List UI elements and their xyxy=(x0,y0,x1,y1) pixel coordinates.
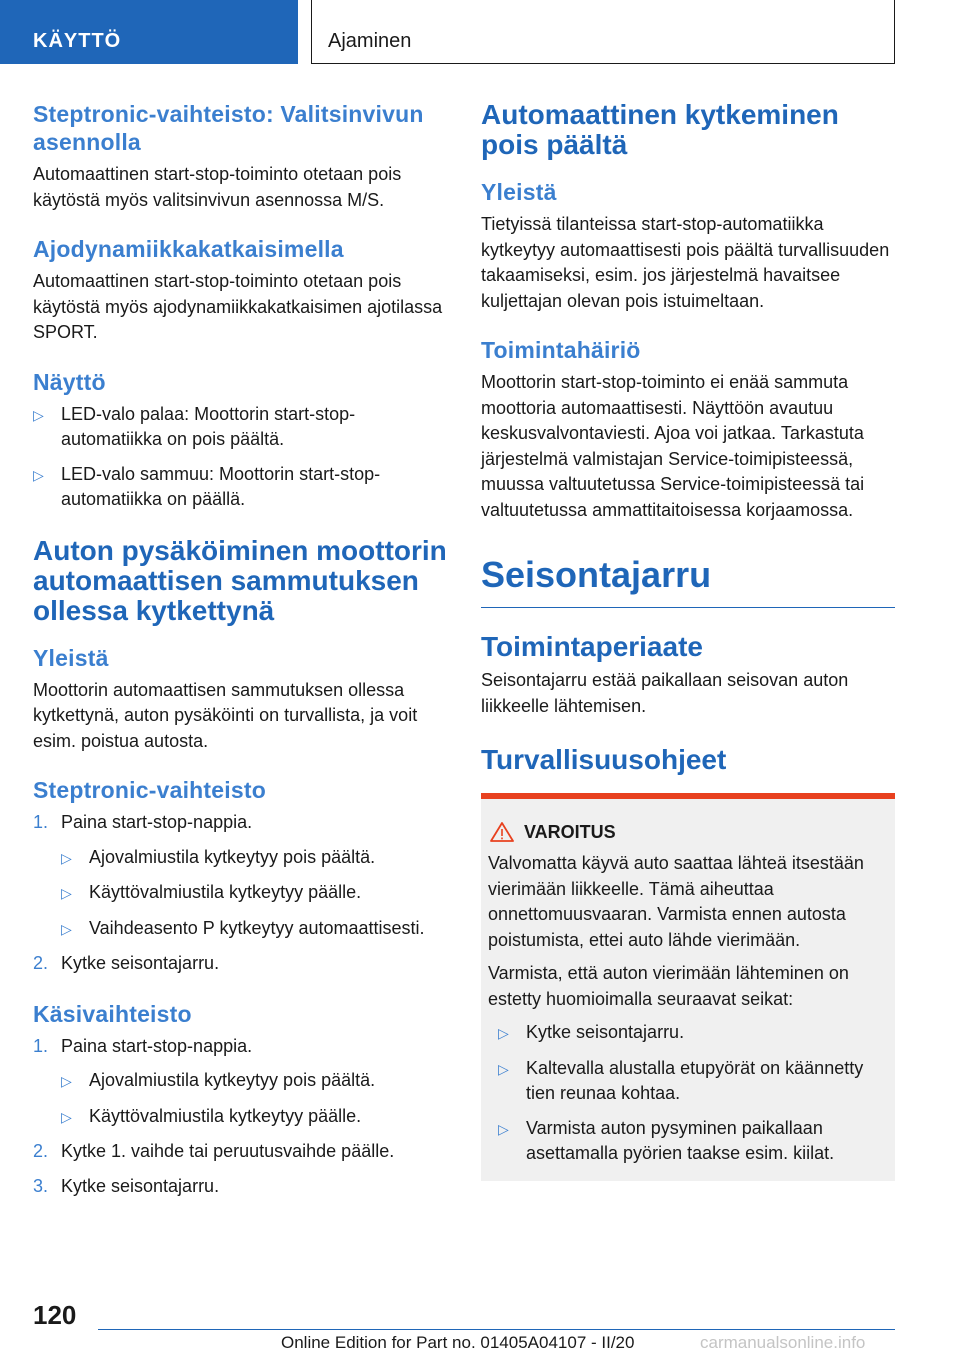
list-item xyxy=(33,845,447,872)
heading-principle: Toimintaperiaate xyxy=(481,631,703,662)
heading-steptronic-lever: Steptronic-vaihteisto: Valitsinvivun asennolla xyxy=(33,101,424,155)
triangle-right-outline-icon: ▷ xyxy=(498,1025,509,1041)
warning-item-text: Varmista auton pysyminen paikallaan asettamalla pyörien taakse esim. kiilat. xyxy=(526,1117,835,1163)
heading-safety: Turvallisuusohjeet xyxy=(481,744,727,775)
list-item xyxy=(33,916,447,943)
heading-auto-off-general: Yleistä xyxy=(481,179,557,205)
sub-step-text: Ajovalmiustila kytkeytyy pois päältä. xyxy=(89,846,376,867)
step-number: 3. xyxy=(33,1175,49,1196)
list-item xyxy=(33,880,447,907)
triangle-right-outline-icon: ▷ xyxy=(33,466,44,483)
triangle-right-outline-icon: ▷ xyxy=(61,849,72,866)
list-item xyxy=(33,810,447,836)
list-item xyxy=(33,1034,447,1060)
step-number: 2. xyxy=(33,1141,49,1161)
list-item-text: LED-valo sammuu: Moottorin start-stop-automatiikka on päällä. xyxy=(61,463,381,509)
header-chapter-title: Ajaminen xyxy=(311,0,895,64)
triangle-right-outline-icon: ▷ xyxy=(61,885,72,901)
heading-drive-dynamics: Ajodynamiikkakatkaisimella xyxy=(33,236,344,262)
footer-divider xyxy=(98,1329,895,1330)
heading-parking-general: Yleistä xyxy=(33,644,109,671)
list-item xyxy=(488,1020,885,1047)
heading-auto-off: Automaattinen kytkeminen pois päältä xyxy=(481,99,839,160)
warning-item-text: Kytke seisontajarru. xyxy=(526,1022,685,1042)
footer-watermark[interactable]: carmanualsonline.info xyxy=(700,1333,866,1352)
list-item xyxy=(33,1104,447,1131)
list-item xyxy=(33,1174,447,1200)
page-number: 120 xyxy=(33,1300,77,1330)
warning-title-text: VAROITUS xyxy=(524,821,616,842)
warning-title xyxy=(488,821,885,843)
list-item xyxy=(488,1056,885,1107)
heading-manual: Käsivaihteisto xyxy=(33,1000,192,1027)
sub-step-text: Käyttövalmiustila kytkeytyy päälle. xyxy=(89,1105,362,1126)
step-text: Kytke seisontajarru. xyxy=(61,1175,220,1196)
list-item-text: LED-valo palaa: Moottorin start-stop-automatiikka on pois päältä. xyxy=(61,403,356,449)
warning-box xyxy=(481,793,895,1181)
warning-triangle-icon xyxy=(488,821,524,843)
heading-parking: Auton pysäköiminen moottorin automaattisen sammutuksen ollessa kytkettynä xyxy=(33,534,447,626)
sub-step-text: Vaihdeasento P kytkeytyy automaattisesti. xyxy=(89,917,425,938)
triangle-right-outline-icon: ▷ xyxy=(498,1120,509,1137)
triangle-right-outline-icon: ▷ xyxy=(498,1060,509,1077)
step-text: Kytke seisontajarru. xyxy=(61,953,220,973)
footer-edition: Online Edition for Part no. 01405A04107 - II/20 xyxy=(281,1333,635,1352)
step-text: Kytke 1. vaihde tai peruutusvaihde päälle. xyxy=(61,1141,395,1161)
heading-display: Näyttö xyxy=(33,368,106,395)
triangle-right-outline-icon: ▷ xyxy=(61,1108,72,1125)
text-drive-dynamics: Automaattinen start-stop-toiminto otetaan pois käytöstä myös ajodynamiikkakatkaisimen ajotilassa SPORT. xyxy=(33,271,443,342)
list-item xyxy=(33,462,447,513)
text-steptronic-lever: Automaattinen start-stop-toiminto otetaan pois käytöstä myös valitsinvivun asennossa M/S. xyxy=(33,164,402,210)
sub-step-text: Ajovalmiustila kytkeytyy pois päältä. xyxy=(89,1070,376,1090)
triangle-right-outline-icon: ▷ xyxy=(61,1073,72,1089)
triangle-right-outline-icon: ▷ xyxy=(61,920,72,937)
triangle-right-outline-icon: ▷ xyxy=(33,406,44,423)
right-column xyxy=(481,100,895,1181)
step-number: 2. xyxy=(33,953,49,973)
step-number: 1. xyxy=(33,812,49,832)
heading-fault: Toimintahäiriö xyxy=(481,337,641,363)
chapter-parking-brake: Seisontajarru xyxy=(481,553,895,608)
warning-text-2: Varmista, että auton vierimään lähteminen on estetty huomioimalla seuraavat seikat: xyxy=(488,963,849,1009)
text-parking-general: Moottorin automaattisen sammutuksen ollessa kytkettynä, auton pysäköinti on turvallista, ja voit esim. poistua autosta. xyxy=(33,679,418,751)
header-section-tab[interactable]: KÄYTTÖ xyxy=(0,0,298,64)
text-fault: Moottorin start-stop-toiminto ei enää sammuta moottoria automaattisesti. Näyttöön avautuu keskusvalvontaviesti. Ajoa voi jatkaa. Tarkastuta järjestelmä valmistajan Service-toimipisteessä, muussa valtuutetussa Service-toimipisteessä tai valtuutetussa ammattitaitoisessa korjaamossa. xyxy=(481,372,865,520)
step-number: 1. xyxy=(33,1035,49,1056)
list-item xyxy=(488,1116,885,1167)
list-item xyxy=(33,1068,447,1095)
text-principle: Seisontajarru estää paikallaan seisovan auton liikkeelle lähtemisen. xyxy=(481,670,849,716)
list-item xyxy=(33,1139,447,1165)
sub-step-text: Käyttövalmiustila kytkeytyy päälle. xyxy=(89,882,362,902)
list-item xyxy=(33,951,447,977)
text-auto-off-general: Tietyissä tilanteissa start-stop-automatiikka kytkeytyy automaattisesti pois päältä turvallisuuden takaamiseksi, esim. jos järjestelmä havaitsee kuljettajan olevan pois istuimeltaan. xyxy=(481,214,890,311)
warning-text-1: Valvomatta käyvä auto saattaa lähteä itsestään vierimään liikkeelle. Tämä aiheuttaa onnettomuusvaaran. Varmista ennen autosta poistumista, ettei auto lähde vierimään. xyxy=(488,853,864,950)
left-column xyxy=(33,100,447,1208)
warning-item-text: Kaltevalla alustalla etupyörät on käännetty tien reunaa kohtaa. xyxy=(526,1057,864,1103)
list-item xyxy=(33,402,447,453)
step-text: Paina start-stop-nappia. xyxy=(61,1035,253,1056)
step-text: Paina start-stop-nappia. xyxy=(61,812,253,832)
heading-steptronic: Steptronic-vaihteisto xyxy=(33,777,266,803)
